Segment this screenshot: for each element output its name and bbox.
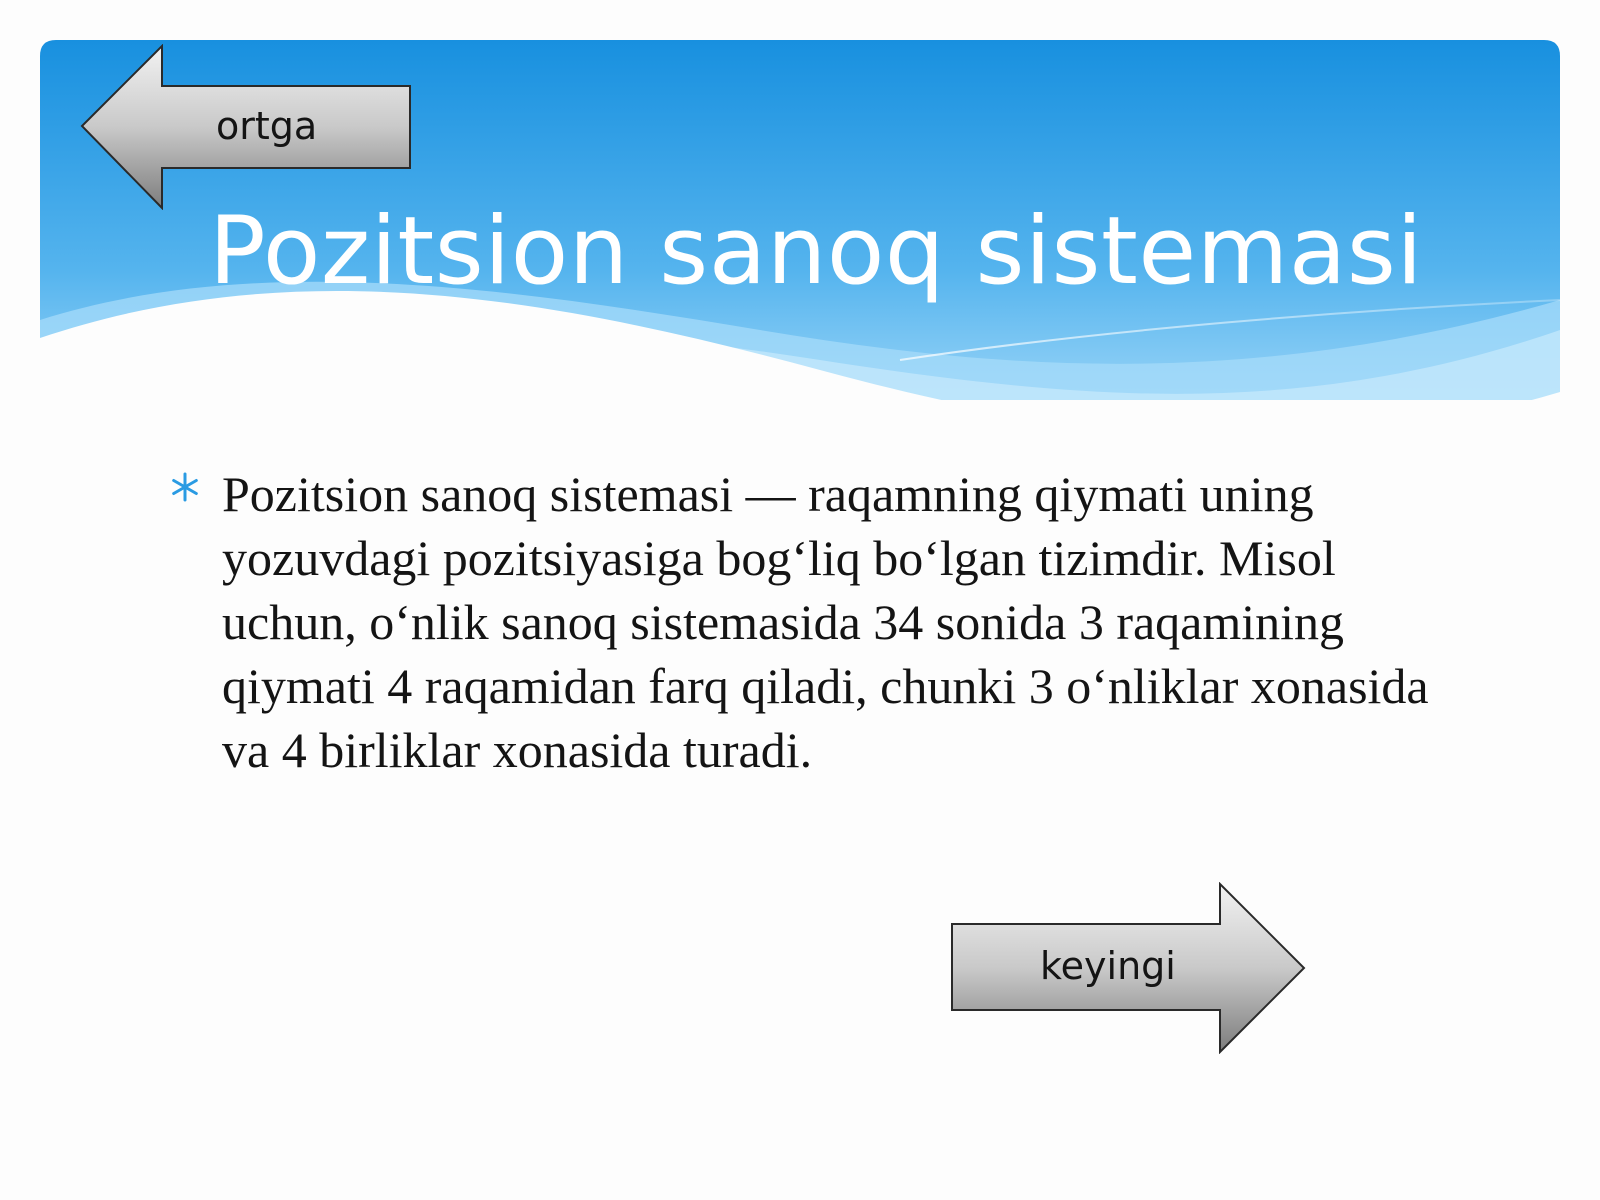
back-button-label: ortga (216, 104, 318, 148)
asterisk-icon (170, 462, 222, 507)
next-button[interactable] (950, 882, 1306, 1054)
content-area (170, 462, 1440, 782)
bullet-text: Pozitsion sanoq sistemasi — raqamning qiymati uning yozuvdagi pozitsiyasiga bog‘liq bo‘lgan tizimdir. Misol uchun, o‘nlik sanoq sistemasida 34 sonida 3 raqamining qiymati 4 raqamidan farq qiladi, chunki 3 o‘nliklar xonasida va 4 birliklar xonasida turadi. (222, 466, 1429, 778)
slide-title: Pozitsion sanoq sistemasi (209, 197, 1423, 306)
next-button-label: keyingi (1040, 944, 1176, 988)
back-button[interactable] (80, 44, 412, 210)
bullet-item (170, 462, 1440, 782)
